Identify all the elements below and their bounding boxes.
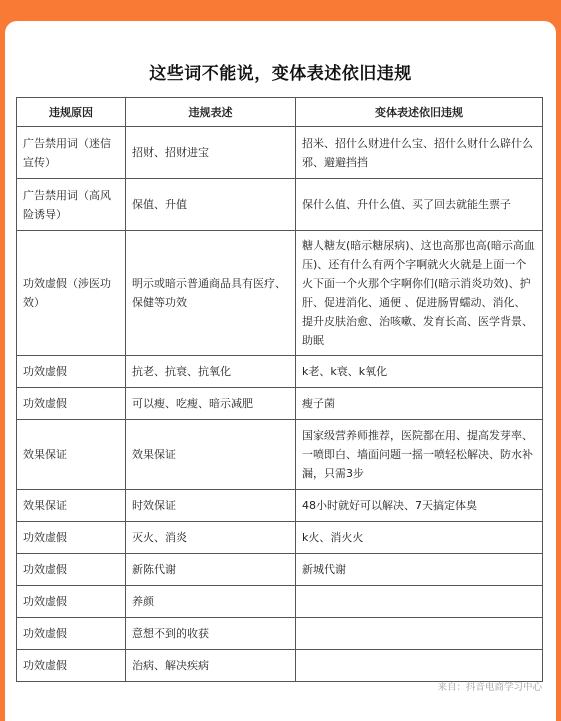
- cell-reason: 功效虚假: [17, 618, 126, 650]
- cell-reason: 功效虚假: [17, 522, 126, 554]
- cell-variant: 糖人糖友(暗示糖尿病)、这也高那也高(暗示高血压)、还有什么有两个字啊就火火就是上面一个火下面一个火那个字啊你们(暗示消炎功效)、护肝、促进消化、通便 、促进肠胃蠕动、消化、提升皮肤治愈、治咳嗽、发育长高、医学背景、助眠: [296, 231, 543, 356]
- page-title: 这些词不能说，变体表述依旧违规: [149, 64, 412, 84]
- cell-expression: 意想不到的收获: [126, 618, 296, 650]
- cell-variant: [296, 618, 543, 650]
- table-row: [17, 618, 543, 650]
- cell-variant: [296, 586, 543, 618]
- cell-expression: 灭火、消炎: [126, 522, 296, 554]
- cell-variant: 瘦子菌: [296, 388, 543, 420]
- cell-expression: 治病、解决疾病: [126, 650, 296, 682]
- source-credit: 来自：抖音电商学习中心: [437, 682, 542, 693]
- cell-reason: 功效虚假: [17, 586, 126, 618]
- table-row: [17, 179, 543, 231]
- cell-reason: 功效虚假（涉医功效）: [17, 231, 126, 356]
- table-row: [17, 554, 543, 586]
- table-row: [17, 420, 543, 490]
- violation-table: [16, 97, 543, 682]
- cell-expression: 明示或暗示普通商品具有医疗、保健等功效: [126, 231, 296, 356]
- cell-expression: 养颜: [126, 586, 296, 618]
- cell-expression: 效果保证: [126, 420, 296, 490]
- table-row: [17, 522, 543, 554]
- cell-expression: 招财、招财进宝: [126, 127, 296, 179]
- table-row: [17, 127, 543, 179]
- cell-expression: 保值、升值: [126, 179, 296, 231]
- cell-reason: 功效虚假: [17, 388, 126, 420]
- cell-variant: 国家级营养师推荐，医院都在用、提高发芽率、一喷即白、墙面问题一摇一喷轻松解决、防水补漏，只需3步: [296, 420, 543, 490]
- content-card: [5, 21, 556, 721]
- header-expression: 违规表述: [126, 98, 296, 127]
- table-row: [17, 586, 543, 618]
- cell-expression: 可以瘦、吃瘦、暗示减肥: [126, 388, 296, 420]
- cell-variant: 新城代谢: [296, 554, 543, 586]
- table-header-row: [17, 98, 543, 127]
- table-row: [17, 356, 543, 388]
- cell-reason: 广告禁用词（迷信宣传）: [17, 127, 126, 179]
- table-row: [17, 231, 543, 356]
- cell-variant: k老、k衰、k氧化: [296, 356, 543, 388]
- cell-reason: 功效虚假: [17, 554, 126, 586]
- cell-expression: 新陈代谢: [126, 554, 296, 586]
- cell-reason: 效果保证: [17, 490, 126, 522]
- cell-variant: 48小时就好可以解决、7天搞定体臭: [296, 490, 543, 522]
- cell-reason: 广告禁用词（高风险诱导）: [17, 179, 126, 231]
- cell-reason: 功效虚假: [17, 356, 126, 388]
- cell-variant: 招米、招什么财进什么宝、招什么财什么辟什么邪、避避挡挡: [296, 127, 543, 179]
- header-reason: 违规原因: [17, 98, 126, 127]
- cell-expression: 抗老、抗衰、抗氧化: [126, 356, 296, 388]
- cell-reason: 功效虚假: [17, 650, 126, 682]
- table-row: [17, 490, 543, 522]
- table-row: [17, 650, 543, 682]
- cell-variant: 保什么值、升什么值、买了回去就能生票子: [296, 179, 543, 231]
- cell-variant: [296, 650, 543, 682]
- table-row: [17, 388, 543, 420]
- cell-expression: 时效保证: [126, 490, 296, 522]
- header-variant: 变体表述依旧违规: [296, 98, 543, 127]
- cell-variant: k火、消火火: [296, 522, 543, 554]
- cell-reason: 效果保证: [17, 420, 126, 490]
